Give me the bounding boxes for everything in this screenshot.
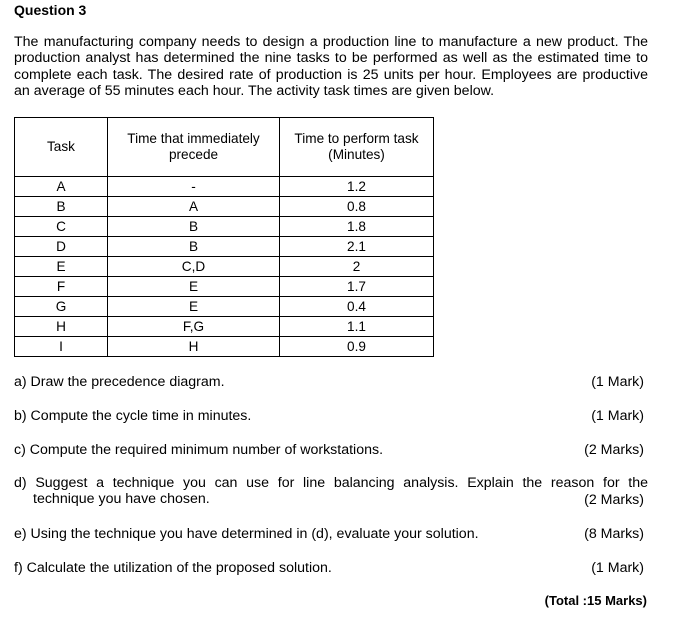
cell-precede: A	[108, 197, 280, 217]
cell-precede: E	[108, 297, 280, 317]
part-c-text: c) Compute the required minimum number of workstations.	[14, 442, 384, 458]
part-f	[14, 560, 648, 576]
part-c-mark: (2 Marks)	[584, 442, 644, 458]
cell-time: 0.9	[280, 337, 434, 357]
part-d	[14, 475, 648, 507]
cell-time: 2	[280, 257, 434, 277]
part-e-mark: (8 Marks)	[584, 526, 644, 542]
cell-time: 0.8	[280, 197, 434, 217]
table-row	[15, 337, 434, 357]
cell-task: E	[15, 257, 108, 277]
cell-precede: E	[108, 277, 280, 297]
table-header-row	[15, 118, 434, 177]
table-row	[15, 297, 434, 317]
cell-precede: C,D	[108, 257, 280, 277]
header-task: Task	[15, 118, 108, 177]
cell-precede: -	[108, 177, 280, 197]
part-b	[14, 408, 648, 424]
table-row	[15, 197, 434, 217]
header-time: Time to perform task (Minutes)	[280, 118, 434, 177]
cell-task: H	[15, 317, 108, 337]
table-row	[15, 317, 434, 337]
cell-precede: B	[108, 237, 280, 257]
table-row	[15, 257, 434, 277]
cell-task: I	[15, 337, 108, 357]
part-d-mark: (2 Marks)	[584, 492, 644, 508]
cell-precede: B	[108, 217, 280, 237]
part-e	[14, 526, 648, 542]
part-f-text: f) Calculate the utilization of the proposed solution.	[14, 560, 332, 576]
table-row	[15, 237, 434, 257]
cell-task: C	[15, 217, 108, 237]
cell-precede: H	[108, 337, 280, 357]
cell-time: 0.4	[280, 297, 434, 317]
cell-time: 1.7	[280, 277, 434, 297]
question-title: Question 3	[14, 2, 87, 18]
part-b-mark: (1 Mark)	[591, 408, 644, 424]
part-f-mark: (1 Mark)	[591, 560, 644, 576]
part-a-text: a) Draw the precedence diagram.	[14, 374, 225, 390]
total-marks: (Total :15 Marks)	[544, 593, 647, 608]
cell-task: G	[15, 297, 108, 317]
task-table	[14, 117, 434, 357]
part-a-mark: (1 Mark)	[591, 374, 644, 390]
cell-time: 1.1	[280, 317, 434, 337]
cell-task: D	[15, 237, 108, 257]
cell-task: B	[15, 197, 108, 217]
cell-task: F	[15, 277, 108, 297]
part-d-text-line1: d) Suggest a technique you can use for line balancing analysis. Explain the reason for the	[14, 475, 648, 491]
cell-time: 1.2	[280, 177, 434, 197]
table-row	[15, 277, 434, 297]
cell-precede: F,G	[108, 317, 280, 337]
part-c	[14, 442, 648, 458]
cell-time: 1.8	[280, 217, 434, 237]
header-precede: Time that immediately precede	[108, 118, 280, 177]
table-row	[15, 217, 434, 237]
cell-time: 2.1	[280, 237, 434, 257]
question-intro: The manufacturing company needs to design a production line to manufacture a new product. The production analyst has determined the nine tasks to be performed as well as the estimated time to complete each task. The desired rate of production is 25 units per hour. Employees are productive an average of 55 minutes each hour. The activity task times are given below.	[14, 34, 648, 99]
table-row	[15, 177, 434, 197]
cell-task: A	[15, 177, 108, 197]
part-d-text-line2: technique you have chosen.	[33, 491, 210, 507]
part-b-text: b) Compute the cycle time in minutes.	[14, 408, 252, 424]
part-e-text: e) Using the technique you have determined in (d), evaluate your solution.	[14, 526, 479, 542]
part-a	[14, 374, 648, 390]
